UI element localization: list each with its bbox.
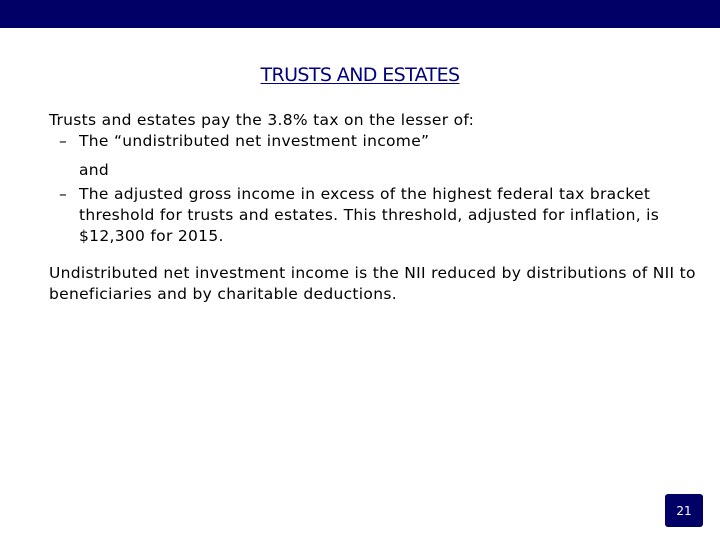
bullet-item: [49, 184, 699, 247]
header-bar: [0, 0, 720, 28]
slide-body: [49, 110, 699, 305]
intro-text: Trusts and estates pay the 3.8% tax on the lesser of:: [49, 111, 475, 129]
bullet-item: [49, 131, 699, 152]
definition-paragraph: Undistributed net investment income is the NII reduced by distributions of NII to beneficiaries and by charitable deductions.: [49, 264, 696, 303]
connector-text: and: [79, 161, 110, 179]
dash-bullet: –: [59, 132, 68, 150]
bullet-text: The adjusted gross income in excess of the highest federal tax bracket threshold for trusts and estates. This threshold, adjusted for inflation, is $12,300 for 2015.: [79, 185, 660, 245]
dash-bullet: –: [59, 185, 68, 203]
page-number: 21: [676, 503, 692, 518]
bullet-text: The “undistributed net investment income”: [79, 132, 430, 150]
page-number-badge: [665, 494, 703, 527]
slide-title: TRUSTS AND ESTATES: [260, 64, 460, 86]
